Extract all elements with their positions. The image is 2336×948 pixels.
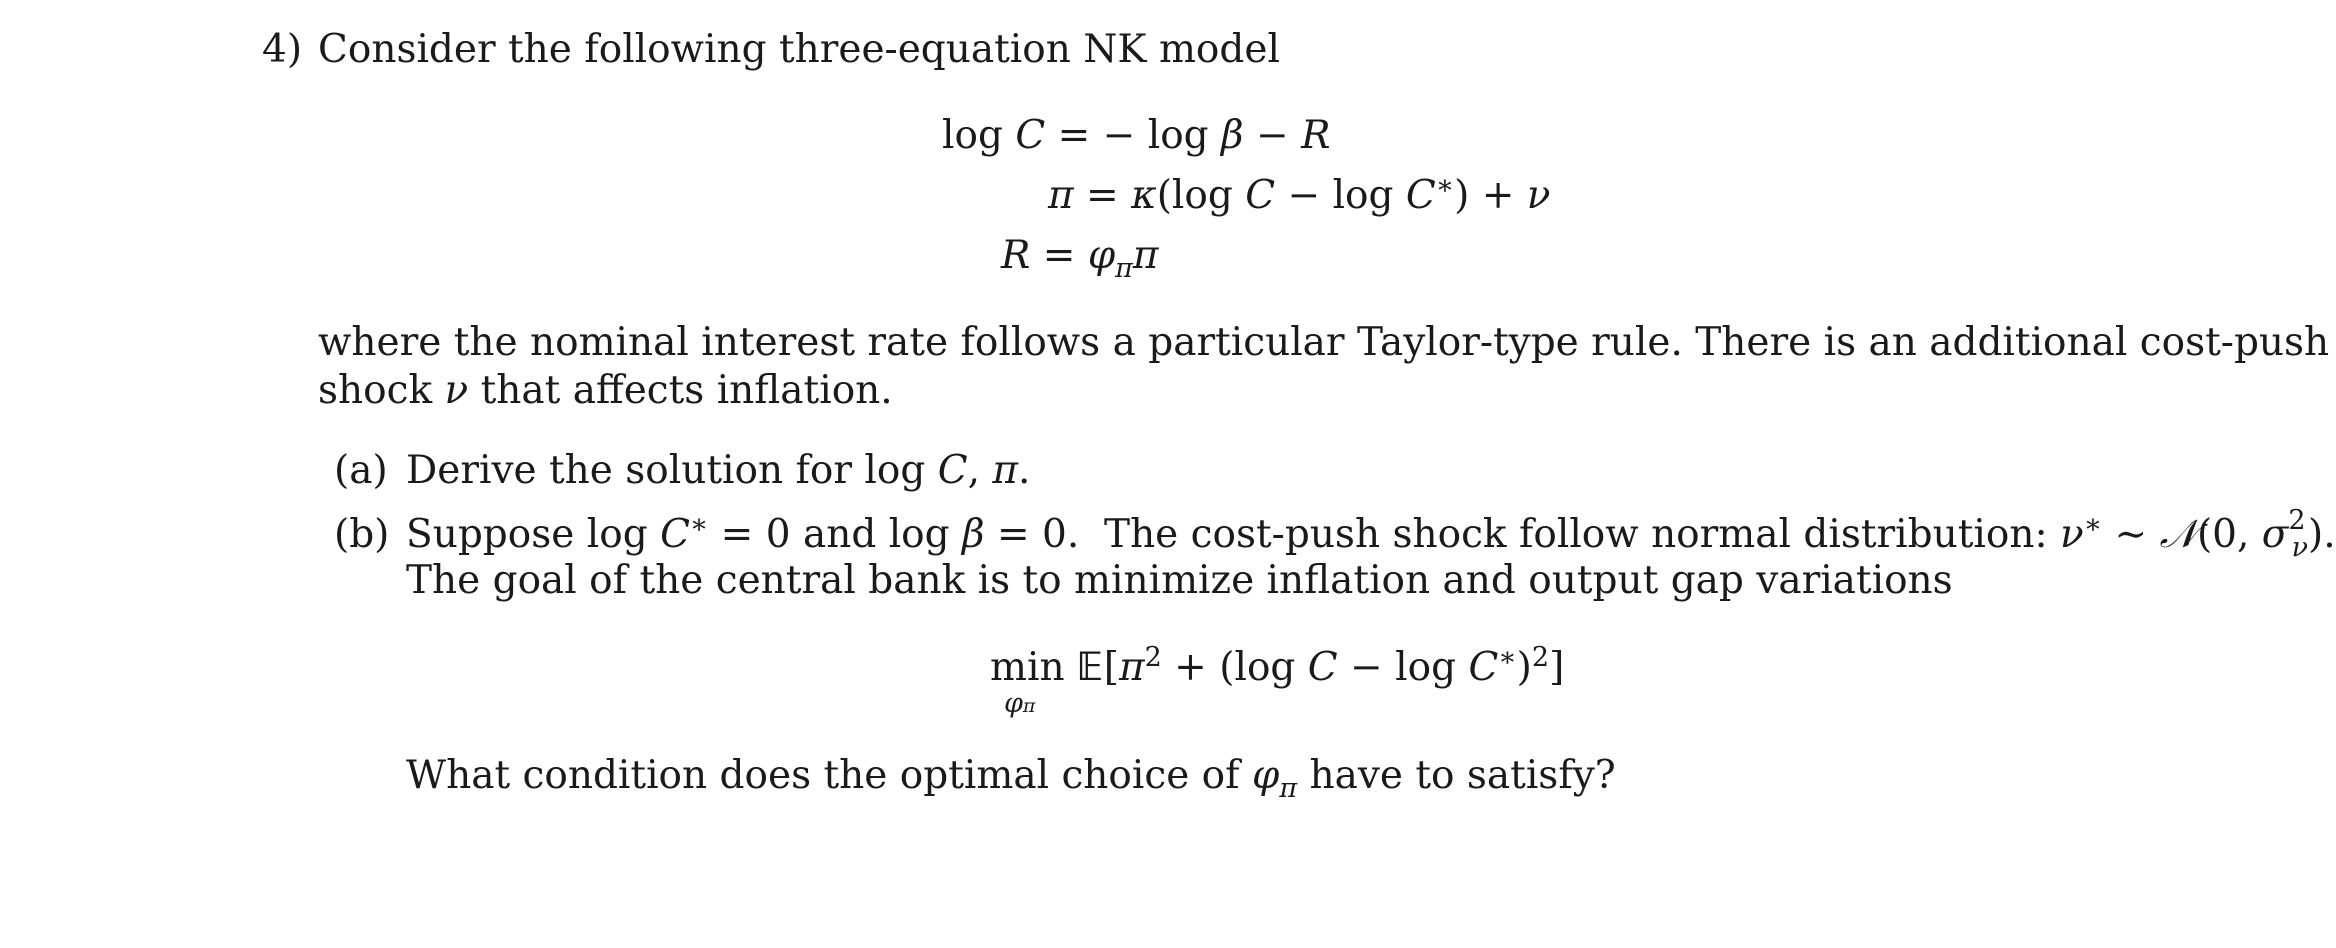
paragraph-line-2-post: that affects inflation. [480,368,893,413]
part-b-question-pre: What condition does the optimal choice of [406,753,1240,798]
part-b-question-post: have to satisfy? [1309,753,1616,798]
paragraph-line-2 [318,368,893,413]
part-a-text [406,448,1031,493]
part-a-sep: , [967,448,980,493]
part-a-text-pre: Derive the solution for log [406,448,926,493]
paragraph-line-1: where the nominal interest rate follows a particular Taylor-type rule. There is an additional cost-push [318,320,2330,365]
problem-number: 4) [262,27,303,72]
part-a-var-c: C [937,448,968,493]
equation-3: $R = \varphi_\pi\pi$ [1001,233,1159,284]
part-a-end: . [1018,448,1031,493]
equation-1: log C = − log β − R [942,113,1331,158]
nu-symbol: ν [444,368,469,413]
equation-2: π = κ(log C − log C∗) + ν [1048,170,1551,218]
objective-subscript: φπ [1004,688,1036,719]
part-a-var-pi: π [992,448,1019,493]
part-b-label: (b) [334,512,390,557]
paragraph-line-2-pre: shock [318,368,433,413]
objective-equation: $\min 𝔼[\pi^2 + (\log$ C − log C∗)$^2$] [990,642,1565,690]
problem-intro: Consider the following three-equation NK model [318,27,1280,72]
part-b-line-1: Suppose log C∗ = 0 and log β = 0. The cost-push shock follow normal distribution: ν∗ ∼ 𝒩(0, $\sigma^2_\nu$). [406,505,2336,563]
part-a-label: (a) [334,448,388,493]
part-b-line-2: The goal of the central bank is to minimize inflation and output gap variations [406,558,1953,603]
part-b-question [406,753,1616,804]
phi-pi-symbol: $\varphi_\pi$ [1252,753,1298,804]
